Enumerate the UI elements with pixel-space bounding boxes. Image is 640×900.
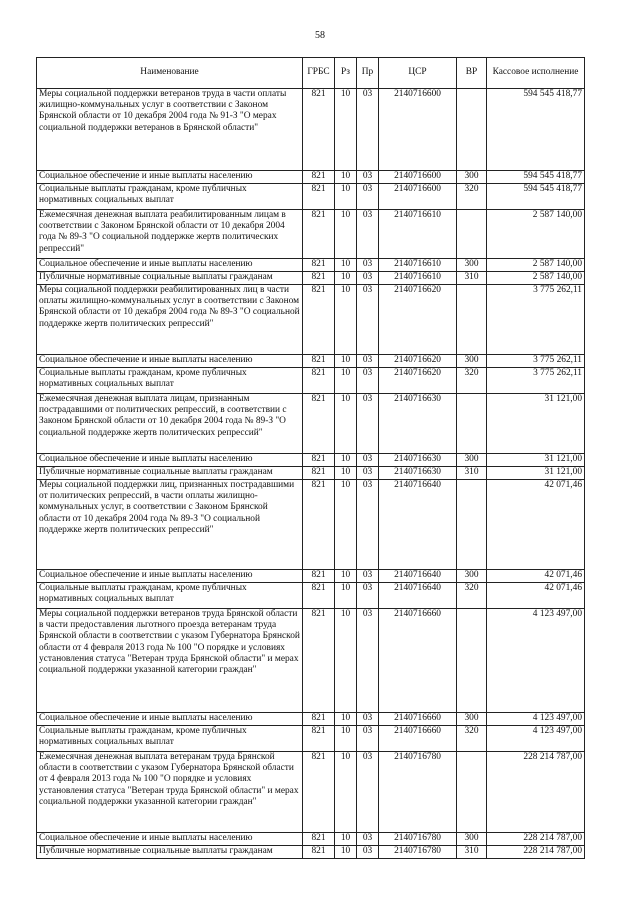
cell-rz: 10 [335, 752, 357, 833]
cell-vr: 310 [457, 467, 487, 480]
cell-pr: 03 [357, 846, 379, 859]
cell-pr: 03 [357, 171, 379, 184]
cell-amount: 4 123 497,00 [487, 713, 585, 726]
table-row [37, 210, 585, 259]
cell-amount: 594 545 418,77 [487, 184, 585, 210]
cell-rz: 10 [335, 467, 357, 480]
cell-grbs: 821 [303, 171, 335, 184]
cell-grbs: 821 [303, 846, 335, 859]
cell-csr: 2140716630 [379, 454, 457, 467]
cell-grbs: 821 [303, 833, 335, 846]
cell-vr: 300 [457, 713, 487, 726]
cell-csr: 2140716600 [379, 89, 457, 171]
cell-grbs: 821 [303, 752, 335, 833]
cell-rz: 10 [335, 368, 357, 394]
cell-pr: 03 [357, 713, 379, 726]
cell-rz: 10 [335, 259, 357, 272]
cell-csr: 2140716780 [379, 833, 457, 846]
cell-csr: 2140716640 [379, 583, 457, 609]
cell-amount: 3 775 262,11 [487, 355, 585, 368]
cell-name: Социальные выплаты гражданам, кроме публичных нормативных социальных выплат [37, 583, 303, 609]
table-row [37, 467, 585, 480]
cell-vr: 310 [457, 272, 487, 285]
cell-pr: 03 [357, 570, 379, 583]
cell-grbs: 821 [303, 272, 335, 285]
header-name: Наименование [37, 58, 303, 89]
cell-vr: 300 [457, 454, 487, 467]
cell-name: Публичные нормативные социальные выплаты гражданам [37, 272, 303, 285]
cell-vr [457, 89, 487, 171]
table-row [37, 184, 585, 210]
cell-rz: 10 [335, 609, 357, 713]
cell-csr: 2140716780 [379, 752, 457, 833]
cell-name: Социальное обеспечение и иные выплаты населению [37, 259, 303, 272]
cell-rz: 10 [335, 454, 357, 467]
cell-pr: 03 [357, 833, 379, 846]
cell-rz: 10 [335, 394, 357, 454]
cell-amount: 4 123 497,00 [487, 726, 585, 752]
cell-grbs: 821 [303, 184, 335, 210]
cell-grbs: 821 [303, 713, 335, 726]
cell-vr [457, 394, 487, 454]
cell-name: Меры социальной поддержки лиц, признанных пострадавшими от политических репрессий, в части оплаты жилищно-коммунальных услуг, в соответствии с Законом Брянской области от 10 декабря 2004 года № 89-З "О социальной поддержке жертв политических репрессий" [37, 480, 303, 570]
table-row [37, 846, 585, 859]
cell-rz: 10 [335, 272, 357, 285]
cell-grbs: 821 [303, 210, 335, 259]
cell-amount: 228 214 787,00 [487, 752, 585, 833]
cell-csr: 2140716630 [379, 467, 457, 480]
cell-amount: 31 121,00 [487, 467, 585, 480]
cell-rz: 10 [335, 210, 357, 259]
table-row [37, 285, 585, 355]
cell-amount: 3 775 262,11 [487, 285, 585, 355]
cell-pr: 03 [357, 89, 379, 171]
table-row [37, 394, 585, 454]
cell-csr: 2140716610 [379, 259, 457, 272]
cell-csr: 2140716640 [379, 480, 457, 570]
cell-pr: 03 [357, 752, 379, 833]
cell-name: Социальные выплаты гражданам, кроме публичных нормативных социальных выплат [37, 368, 303, 394]
cell-pr: 03 [357, 368, 379, 394]
table-row [37, 570, 585, 583]
table-row [37, 752, 585, 833]
cell-amount: 31 121,00 [487, 454, 585, 467]
cell-name: Меры социальной поддержки ветеранов труда Брянской области в части предоставления льготного проезда ветеранам труда Брянской области в соответствии с указом Губернатора Брянской области от 4 февраля 2013 года № 100 "О порядке и условиях установления статуса "Ветеран труда Брянской области" и мерах социальной поддержки указанной категории граждан" [37, 609, 303, 713]
cell-pr: 03 [357, 285, 379, 355]
cell-amount: 2 587 140,00 [487, 272, 585, 285]
page-number: 58 [315, 30, 325, 41]
cell-amount: 42 071,46 [487, 583, 585, 609]
cell-grbs: 821 [303, 285, 335, 355]
cell-rz: 10 [335, 171, 357, 184]
cell-vr: 300 [457, 570, 487, 583]
cell-name: Ежемесячная денежная выплата реабилитированным лицам в соответствии с Законом Брянской области от 10 декабря 2004 года № 89-З "О социальной поддержке жертв политических репрессий" [37, 210, 303, 259]
table-row [37, 480, 585, 570]
cell-rz: 10 [335, 833, 357, 846]
table-row [37, 726, 585, 752]
table-row [37, 454, 585, 467]
cell-vr: 320 [457, 726, 487, 752]
cell-csr: 2140716660 [379, 726, 457, 752]
table-row [37, 583, 585, 609]
header-csr: ЦСР [379, 58, 457, 89]
cell-csr: 2140716610 [379, 210, 457, 259]
cell-grbs: 821 [303, 394, 335, 454]
cell-pr: 03 [357, 467, 379, 480]
table-row [37, 89, 585, 171]
cell-amount: 228 214 787,00 [487, 846, 585, 859]
cell-rz: 10 [335, 726, 357, 752]
cell-grbs: 821 [303, 259, 335, 272]
cell-csr: 2140716630 [379, 394, 457, 454]
table-row [37, 368, 585, 394]
header-rz: Рз [335, 58, 357, 89]
cell-csr: 2140716660 [379, 609, 457, 713]
cell-vr: 320 [457, 583, 487, 609]
cell-name: Социальное обеспечение и иные выплаты населению [37, 570, 303, 583]
cell-grbs: 821 [303, 609, 335, 713]
cell-csr: 2140716600 [379, 184, 457, 210]
header-amount: Кассовое исполнение [487, 58, 585, 89]
cell-csr: 2140716660 [379, 713, 457, 726]
cell-name: Социальное обеспечение и иные выплаты населению [37, 454, 303, 467]
cell-grbs: 821 [303, 583, 335, 609]
cell-vr [457, 285, 487, 355]
header-vr: ВР [457, 58, 487, 89]
cell-pr: 03 [357, 454, 379, 467]
cell-csr: 2140716620 [379, 368, 457, 394]
cell-name: Социальное обеспечение и иные выплаты населению [37, 713, 303, 726]
cell-pr: 03 [357, 272, 379, 285]
cell-rz: 10 [335, 713, 357, 726]
cell-vr [457, 752, 487, 833]
cell-vr [457, 480, 487, 570]
cell-amount: 42 071,46 [487, 480, 585, 570]
cell-grbs: 821 [303, 89, 335, 171]
cell-amount: 594 545 418,77 [487, 89, 585, 171]
cell-csr: 2140716620 [379, 355, 457, 368]
cell-vr: 300 [457, 355, 487, 368]
cell-grbs: 821 [303, 726, 335, 752]
cell-csr: 2140716600 [379, 171, 457, 184]
cell-vr: 310 [457, 846, 487, 859]
cell-pr: 03 [357, 210, 379, 259]
cell-grbs: 821 [303, 570, 335, 583]
cell-rz: 10 [335, 846, 357, 859]
cell-pr: 03 [357, 480, 379, 570]
table-row [37, 713, 585, 726]
table-row [37, 609, 585, 713]
cell-name: Публичные нормативные социальные выплаты гражданам [37, 846, 303, 859]
cell-name: Социальные выплаты гражданам, кроме публичных нормативных социальных выплат [37, 184, 303, 210]
header-grbs: ГРБС [303, 58, 335, 89]
table-row [37, 833, 585, 846]
table-row [37, 355, 585, 368]
cell-rz: 10 [335, 583, 357, 609]
cell-pr: 03 [357, 355, 379, 368]
cell-name: Ежемесячная денежная выплата лицам, признанным пострадавшими от политических репрессий, в соответствии с Законом Брянской области от 10 декабря 2004 года № 89-З "О социальной поддержке жертв политических репрессий" [37, 394, 303, 454]
cell-amount: 228 214 787,00 [487, 833, 585, 846]
cell-grbs: 821 [303, 355, 335, 368]
cell-grbs: 821 [303, 467, 335, 480]
cell-rz: 10 [335, 355, 357, 368]
table-row [37, 259, 585, 272]
cell-pr: 03 [357, 583, 379, 609]
cell-pr: 03 [357, 184, 379, 210]
cell-amount: 4 123 497,00 [487, 609, 585, 713]
cell-pr: 03 [357, 609, 379, 713]
cell-amount: 2 587 140,00 [487, 259, 585, 272]
cell-name: Публичные нормативные социальные выплаты гражданам [37, 467, 303, 480]
cell-rz: 10 [335, 570, 357, 583]
cell-amount: 3 775 262,11 [487, 368, 585, 394]
cell-grbs: 821 [303, 480, 335, 570]
table-row [37, 171, 585, 184]
cell-csr: 2140716780 [379, 846, 457, 859]
cell-vr: 320 [457, 184, 487, 210]
cell-name: Меры социальной поддержки ветеранов труда в части оплаты жилищно-коммунальных услуг в соответствии с Законом Брянской области от 10 декабря 2004 года № 91-З "О мерах социальной поддержки ветеранов в Брянской области" [37, 89, 303, 171]
cell-name: Меры социальной поддержки реабилитированных лиц в части оплаты жилищно-коммунальных услуг в соответствии с Законом Брянской области от 10 декабря 2004 года № 89-З "О социальной поддержке жертв политических репрессий" [37, 285, 303, 355]
cell-rz: 10 [335, 184, 357, 210]
table-row [37, 272, 585, 285]
cell-name: Социальное обеспечение и иные выплаты населению [37, 355, 303, 368]
cell-rz: 10 [335, 480, 357, 570]
cell-grbs: 821 [303, 454, 335, 467]
cell-rz: 10 [335, 285, 357, 355]
cell-csr: 2140716610 [379, 272, 457, 285]
cell-amount: 594 545 418,77 [487, 171, 585, 184]
header-pr: Пр [357, 58, 379, 89]
cell-amount: 31 121,00 [487, 394, 585, 454]
cell-name: Социальное обеспечение и иные выплаты населению [37, 833, 303, 846]
cell-rz: 10 [335, 89, 357, 171]
cell-csr: 2140716640 [379, 570, 457, 583]
cell-pr: 03 [357, 726, 379, 752]
cell-csr: 2140716620 [379, 285, 457, 355]
cell-grbs: 821 [303, 368, 335, 394]
cell-vr [457, 609, 487, 713]
table-body [37, 89, 585, 859]
cell-amount: 2 587 140,00 [487, 210, 585, 259]
cell-vr: 300 [457, 171, 487, 184]
cell-vr: 320 [457, 368, 487, 394]
cell-amount: 42 071,46 [487, 570, 585, 583]
cell-pr: 03 [357, 394, 379, 454]
budget-table [36, 57, 585, 859]
table-header-row [37, 58, 585, 89]
cell-vr: 300 [457, 259, 487, 272]
cell-name: Социальное обеспечение и иные выплаты населению [37, 171, 303, 184]
cell-vr [457, 210, 487, 259]
cell-name: Социальные выплаты гражданам, кроме публичных нормативных социальных выплат [37, 726, 303, 752]
cell-name: Ежемесячная денежная выплата ветеранам труда Брянской области в соответствии с указом Губернатора Брянской области от 4 февраля 2013 года № 100 "О порядке и условиях установления статуса "Ветеран труда Брянской области" и мерах социальной поддержки указанной категории граждан" [37, 752, 303, 833]
cell-vr: 300 [457, 833, 487, 846]
cell-pr: 03 [357, 259, 379, 272]
